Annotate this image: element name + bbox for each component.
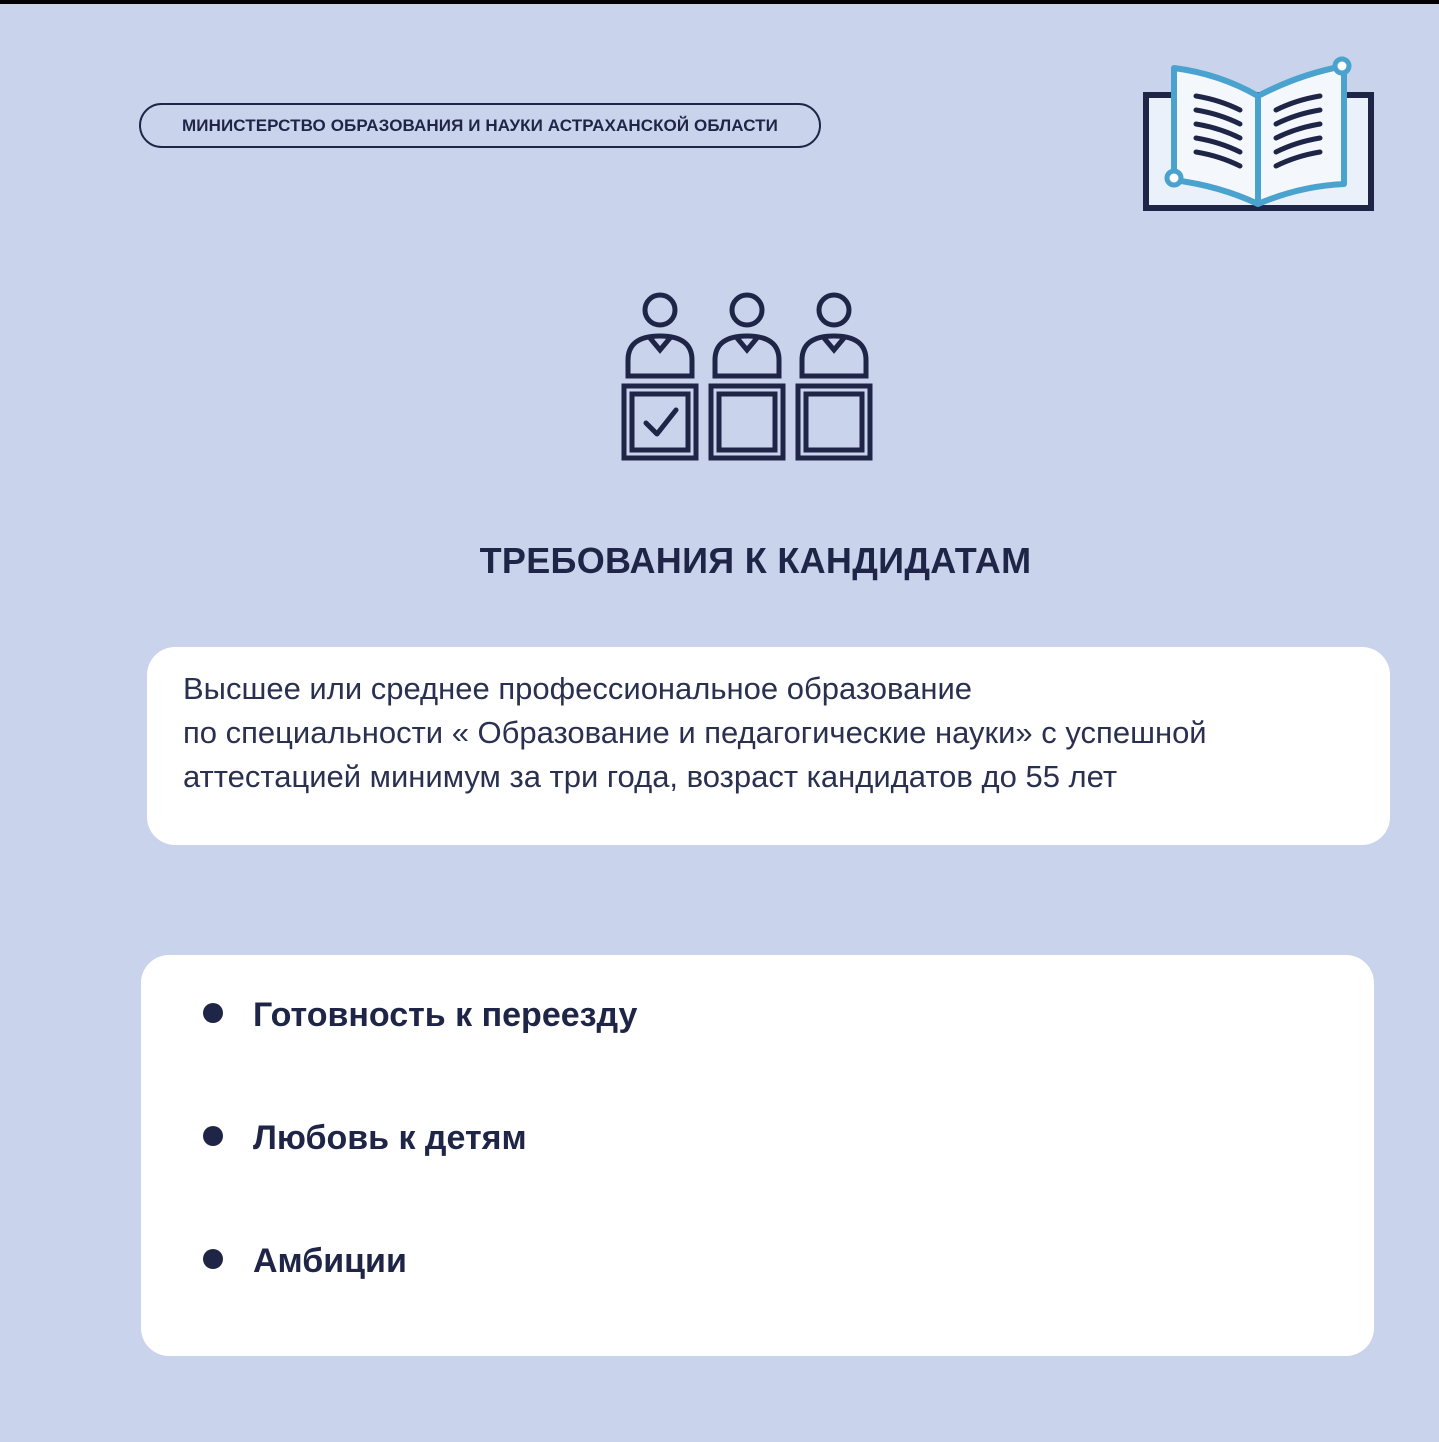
open-book-icon xyxy=(1140,54,1376,214)
ballot-voters-icon xyxy=(618,290,876,464)
page-title: ТРЕБОВАНИЯ К КАНДИДАТАМ xyxy=(479,540,1032,581)
trait-label: Любовь к детям xyxy=(253,1118,527,1157)
list-item xyxy=(203,1118,527,1158)
top-border xyxy=(0,0,1439,4)
ministry-name: МИНИСТЕРСТВО ОБРАЗОВАНИЯ И НАУКИ АСТРАХАНСКОЙ ОБЛАСТИ xyxy=(182,115,778,135)
education-text-line-3: аттестацией минимум за три года, возраст кандидатов до 55 лет xyxy=(183,759,1118,794)
list-item xyxy=(203,995,637,1035)
bullet-icon xyxy=(203,1249,223,1269)
bullet-icon xyxy=(203,1003,223,1023)
ministry-badge xyxy=(139,103,821,148)
traits-card xyxy=(141,955,1374,1356)
bullet-icon xyxy=(203,1126,223,1146)
trait-label: Готовность к переезду xyxy=(253,995,638,1034)
trait-label: Амбиции xyxy=(253,1241,407,1280)
education-text-line-1: Высшее или среднее профессиональное образование xyxy=(183,671,973,706)
education-requirement-card xyxy=(147,647,1390,845)
education-text-line-2: по специальности « Образование и педагогические науки» с успешной xyxy=(183,715,1207,750)
list-item xyxy=(203,1241,407,1281)
